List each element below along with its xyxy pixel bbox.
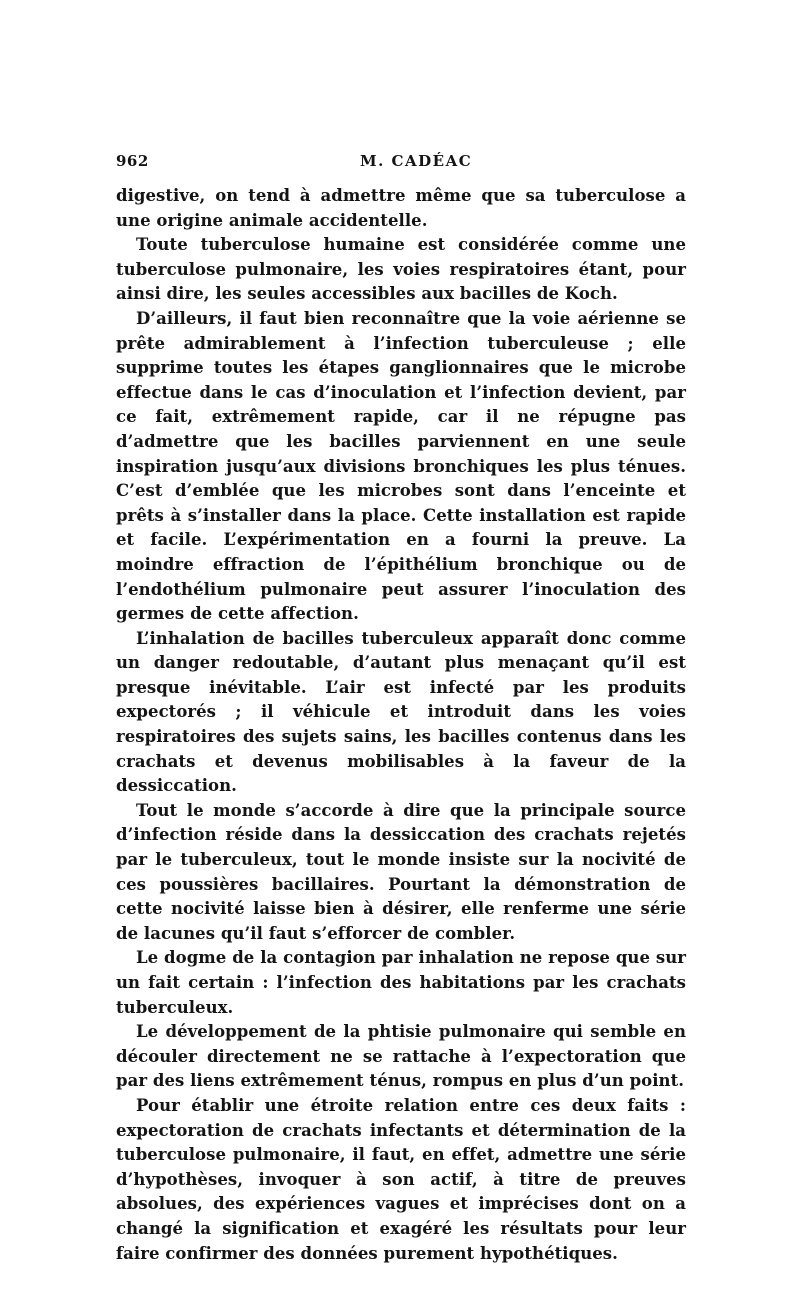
paragraph-continuation: digestive, on tend à admettre même que sa tuberculose a une origine animale accidentelle. [116,186,686,230]
body-text [116,184,686,1266]
paragraph: Le dogme de la contagion par inhalation ne repose que sur un fait certain : l’infection des habitations par les crachats tuberculeux. [116,948,686,1017]
paragraph: Tout le monde s’accorde à dire que la principale source d’infection réside dans la dessiccation des crachats rejetés par le tuberculeux, tout le monde insiste sur la nocivité de ces poussières bacillaires. Pourtant la démonstration de cette nocivité laisse bien à désirer, elle renferme une série de lacunes qu’il faut s’efforcer de combler. [116,800,686,943]
paragraph: Le développement de la phtisie pulmonaire qui semble en découler directement ne se rattache à l’expectoration que par des liens extrêmement ténus, rompus en plus d’un point. [116,1022,686,1091]
page-number: 962 [116,152,149,170]
paragraph: D’ailleurs, il faut bien reconnaître que la voie aérienne se prête admirablement à l’infection tuberculeuse ; elle supprime toutes les étapes ganglionnaires que le microbe effectue dans le cas d’inoculation et l’infection devient, par ce fait, extrêmement rapide, car il ne répugne pas d’admettre que les bacilles parviennent en une seule inspiration jusqu’aux divisions bronchiques les plus ténues. C’est d’emblée que les microbes sont dans l’enceinte et prêts à s’installer dans la place. Cette installation est rapide et facile. L’expérimentation en a fourni la preuve. La moindre effraction de l’épithélium bronchique ou de l’endothélium pulmonaire peut assurer l’inoculation des germes de cette affection. [116,308,686,624]
page-header [116,148,686,176]
paragraph: L’inhalation de bacilles tuberculeux apparaît donc comme un danger redoutable, d’autant plus menaçant qu’il est presque inévitable. L’air est infecté par les produits expectorés ; il véhicule et introduit dans les voies respiratoires des sujets sains, les bacilles contenus dans les crachats et devenus mobilisables à la faveur de la dessiccation. [116,628,686,796]
paragraph: Pour établir une étroite relation entre ces deux faits : expectoration de crachats infectants et détermination de la tuberculose pulmonaire, il faut, en effet, admettre une série d’hypothèses, invoquer à son actif, à titre de preuves absolues, des expériences vagues et imprécises dont on a changé la signification et exagéré les résultats pour leur faire confirmer des données purement hypothétiques. [116,1095,686,1263]
paragraph: Toute tuberculose humaine est considérée comme une tuberculose pulmonaire, les voies respiratoires étant, pour ainsi dire, les seules accessibles aux bacilles de Koch. [116,235,686,304]
running-head: M. CADÉAC [360,152,473,170]
